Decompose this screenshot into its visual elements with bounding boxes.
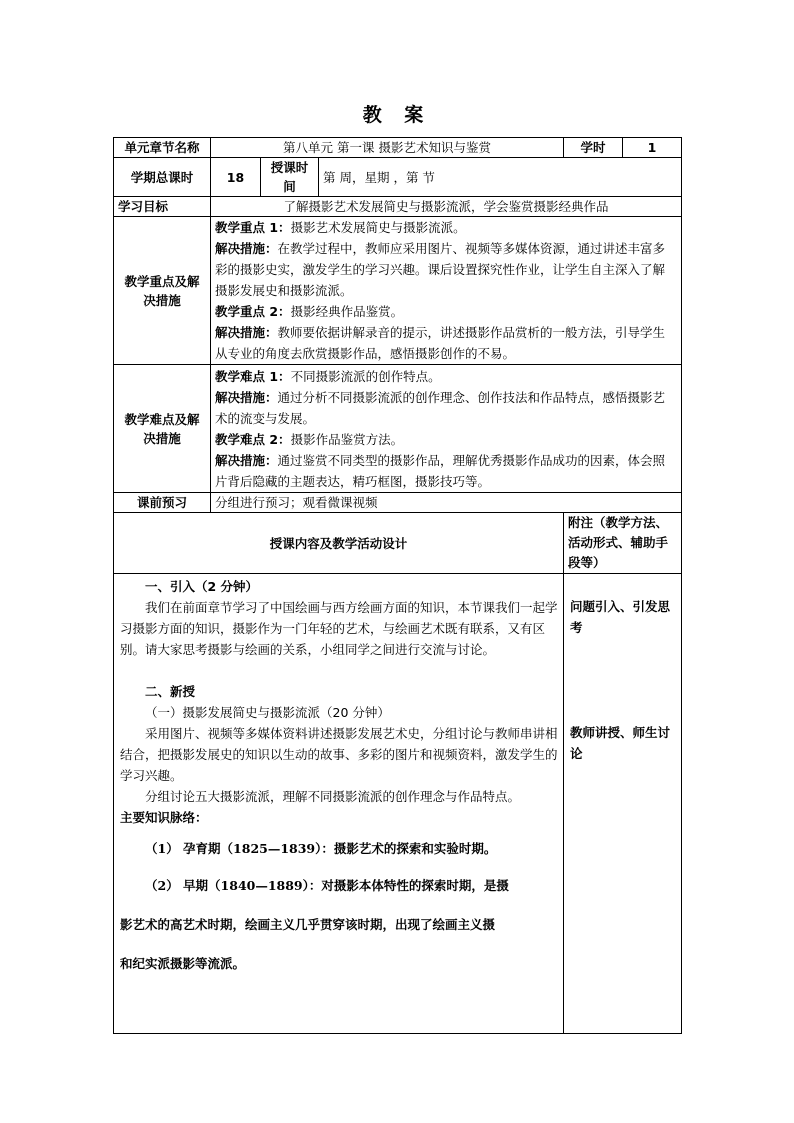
content-notes: [564, 574, 682, 1034]
key-solution-1-text: 在教学过程中，教师应采用图片、视频等多媒体资源，通过讲述丰富多彩的摄影史实，激发学生的学习兴趣。课后设置探究性作业，让学生自主深入了解摄影发展史和摄影流派。: [215, 241, 666, 298]
key-solution-1-heading: 解决措施：: [215, 241, 278, 256]
content-body: [114, 574, 564, 1034]
difficult-solution-2-text: 通过鉴赏不同类型的摄影作品，理解优秀摄影作品成功的因素，体会照片背后隐藏的主题表达，精巧框图，摄影技巧等。: [215, 452, 666, 489]
difficult-point-1-heading: 教学难点 1：: [215, 368, 291, 384]
key-point-1-text: 摄影艺术发展简史与摄影流派。: [290, 220, 466, 235]
preview-value: 分组进行预习；观看微课视频: [211, 493, 682, 513]
difficult-solution-1-text: 通过分析不同摄影流派的创作理念、创作技法和作品特点，感悟摄影艺术的流变与发展。: [215, 389, 666, 426]
difficult-points-content: [211, 365, 682, 493]
unit-label: 单元章节名称: [114, 138, 211, 158]
timeline-item-2-line3: 和纪实派摄影等流派。: [120, 956, 246, 971]
timeline-item-2-line1: （2） 早期（1840—1889）：对摄影本体特性的探索时期，是摄: [145, 878, 509, 893]
key-points-content: [211, 217, 682, 365]
unit-value: 第八单元 第一课 摄影艺术知识与鉴赏: [211, 138, 564, 158]
row-unit: [114, 138, 682, 158]
key-point-2-text: 摄影经典作品鉴赏。: [290, 304, 404, 319]
goal-label: 学习目标: [114, 197, 211, 217]
row-goal: [114, 197, 682, 217]
intro-title: 一、引入（2 分钟）: [145, 579, 259, 594]
difficult-points-label-line1: 教学难点及解: [124, 411, 200, 427]
difficult-points-label: [114, 365, 211, 493]
row-key-points: [114, 217, 682, 365]
timeline-item-2-line2: 影艺术的高艺术时期，绘画主义几乎贯穿该时期，出现了绘画主义摄: [120, 917, 496, 932]
row-total-hours: [114, 158, 682, 197]
note-2: 教师讲授、师生讨论: [570, 725, 671, 761]
total-hours-value: 18: [211, 158, 261, 197]
difficult-solution-2-heading: 解决措施：: [215, 452, 278, 468]
key-solution-2-heading: 解决措施：: [215, 325, 278, 340]
hours-label: 学时: [564, 138, 623, 158]
key-points-label-line1: 教学重点及解: [124, 273, 200, 289]
key-point-2-heading: 教学重点 2：: [215, 304, 291, 319]
total-hours-label: 学期总课时: [114, 158, 211, 197]
content-header-main: 授课内容及教学活动设计: [114, 513, 564, 574]
difficult-point-2-heading: 教学难点 2：: [215, 431, 291, 447]
row-difficult-points: [114, 365, 682, 493]
subsection-1-text: 采用图片、视频等多媒体资料讲述摄影发展艺术史，分组讨论与教师串讲相结合，把摄影发展史的知识以生动的故事、多彩的图片和视频资料，激发学生的学习兴趣。: [120, 726, 558, 783]
preview-label: 课前预习: [114, 493, 211, 513]
key-points-label: [114, 217, 211, 365]
hours-value: 1: [623, 138, 682, 158]
context-label: 主要知识脉络：: [120, 810, 208, 825]
key-points-label-line2: 决措施: [143, 292, 181, 308]
time-value: 第 周，星期 ，第 节: [319, 158, 682, 197]
difficult-points-label-line2: 决措施: [143, 430, 181, 446]
row-preview: [114, 493, 682, 513]
difficult-point-1-text: 不同摄影流派的创作特点。: [290, 368, 441, 384]
lesson-plan-table: [113, 137, 682, 1034]
goal-value: 了解摄影艺术发展简史与摄影流派，学会鉴赏摄影经典作品: [211, 197, 682, 217]
difficult-point-2-text: 摄影作品鉴赏方法。: [290, 431, 404, 447]
content-header-notes: 附注（教学方法、活动形式、辅助手段等）: [564, 513, 682, 574]
timeline-item-1: （1） 孕育期（1825—1839）：摄影艺术的探索和实验时期。: [145, 841, 497, 856]
row-content: [114, 574, 682, 1034]
subsection-1-title: （一）摄影发展简史与摄影流派（20 分钟）: [145, 705, 390, 720]
time-label: 授课时间: [261, 158, 319, 197]
new-section-title: 二、新授: [145, 684, 196, 699]
intro-text: 我们在前面章节学习了中国绘画与西方绘画方面的知识，本节课我们一起学习摄影方面的知识，摄影作为一门年轻的艺术，与绘画艺术既有联系，又有区别。请大家思考摄影与绘画的关系，小组同学之间进行交流与讨论。: [120, 600, 558, 657]
document-title: 教 案: [362, 104, 432, 126]
subsection-1-text2: 分组讨论五大摄影流派，理解不同摄影流派的创作理念与作品特点。: [145, 789, 521, 804]
row-content-header: [114, 513, 682, 574]
key-solution-2-text: 教师要依据讲解录音的提示，讲述摄影作品赏析的一般方法，引导学生从专业的角度去欣赏摄影作品，感悟摄影创作的不易。: [215, 325, 666, 361]
key-point-1-heading: 教学重点 1：: [215, 220, 291, 235]
difficult-solution-1-heading: 解决措施：: [215, 389, 278, 405]
note-1: 问题引入、引发思考: [570, 599, 671, 635]
